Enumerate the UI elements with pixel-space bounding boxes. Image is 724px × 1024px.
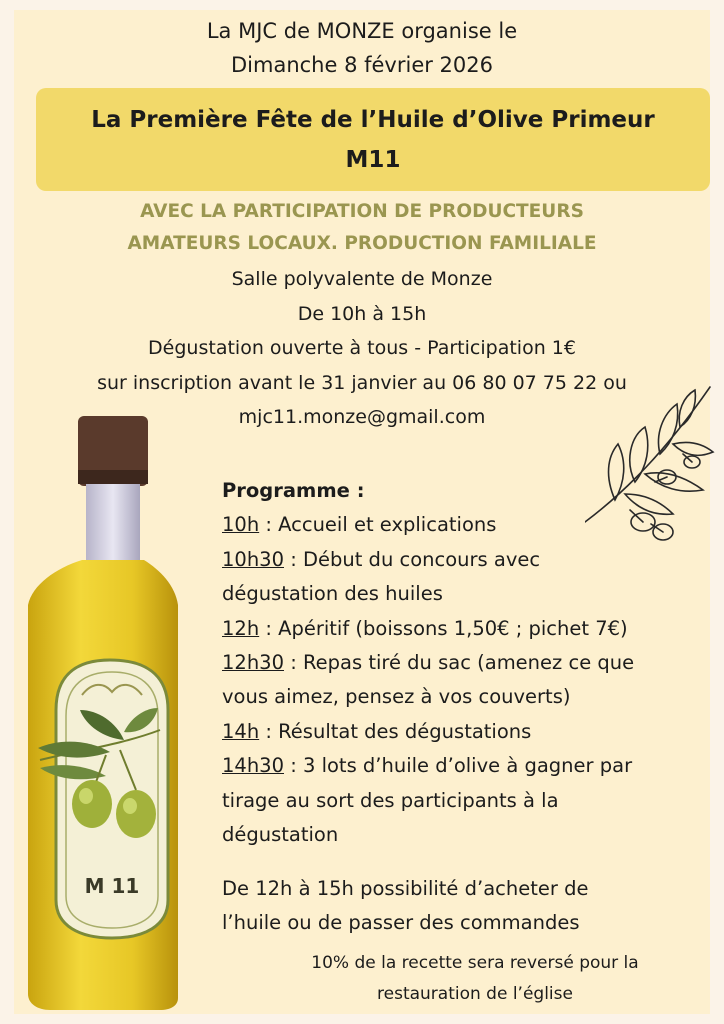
programme-item — [222, 612, 717, 646]
programme-item — [222, 543, 717, 577]
programme-text: : Début du concours avec — [284, 547, 541, 571]
event-date: Dimanche 8 février 2026 — [230, 53, 493, 77]
programme-item — [222, 508, 717, 542]
programme-time: 10h — [222, 513, 260, 537]
programme-text: : Accueil et explications — [259, 513, 497, 537]
bottle-label-text: M 11 — [84, 874, 140, 898]
subtitle-line-2: AMATEURS LOCAUX. PRODUCTION FAMILIALE — [127, 233, 597, 254]
olive-oil-bottle-icon — [20, 410, 200, 1010]
purchase-info — [222, 872, 717, 940]
venue: Salle polyvalente de Monze — [231, 268, 493, 290]
programme-item — [222, 715, 717, 749]
programme-time: 14h30 — [222, 754, 284, 778]
purchase-line-1: De 12h à 15h possibilité d’acheter de — [222, 877, 589, 900]
programme-text: : 3 lots d’huile d’olive à gagner par — [284, 754, 633, 778]
contact-email: mjc11.monze@gmail.com — [238, 406, 486, 428]
event-title: La Première Fête de l’Huile d’Olive Primeur — [91, 106, 655, 133]
tasting-info: Dégustation ouverte à tous - Participation 1€ — [148, 337, 576, 359]
footer-line-1: 10% de la recette sera reversé pour la — [311, 953, 639, 973]
programme-text: dégustation des huiles — [222, 582, 443, 606]
programme-text: dégustation — [222, 823, 339, 847]
programme-text: : Apéritif (boissons 1,50€ ; pichet 7€) — [259, 616, 628, 640]
registration-info: sur inscription avant le 31 janvier au 06 80 07 75 22 ou — [97, 371, 627, 394]
programme — [222, 474, 717, 852]
event-code: M11 — [345, 146, 401, 173]
subtitle — [0, 196, 724, 260]
subtitle-line-1: AVEC LA PARTICIPATION DE PRODUCTEURS — [140, 201, 584, 222]
intro — [0, 14, 724, 82]
intro-organiser: La MJC de MONZE organise le — [206, 19, 518, 43]
programme-time: 12h30 — [222, 651, 284, 675]
footer-line-2: restauration de l’église — [377, 984, 573, 1004]
hours: De 10h à 15h — [297, 302, 427, 325]
programme-time: 12h — [222, 616, 260, 640]
programme-text: : Repas tiré du sac (amenez ce que — [284, 651, 635, 675]
programme-item — [222, 749, 717, 783]
programme-text: : Résultat des dégustations — [259, 719, 532, 743]
programme-text: vous aimez, pensez à vos couverts) — [222, 685, 571, 709]
event-title-banner — [36, 88, 710, 191]
programme-text: tirage au sort des participants à la — [222, 788, 559, 812]
purchase-line-2: l’huile ou de passer des commandes — [222, 911, 580, 934]
programme-title: Programme : — [222, 479, 365, 502]
programme-time: 10h30 — [222, 547, 284, 571]
footer-note — [255, 948, 695, 1010]
programme-item — [222, 646, 717, 680]
programme-time: 14h — [222, 719, 260, 743]
